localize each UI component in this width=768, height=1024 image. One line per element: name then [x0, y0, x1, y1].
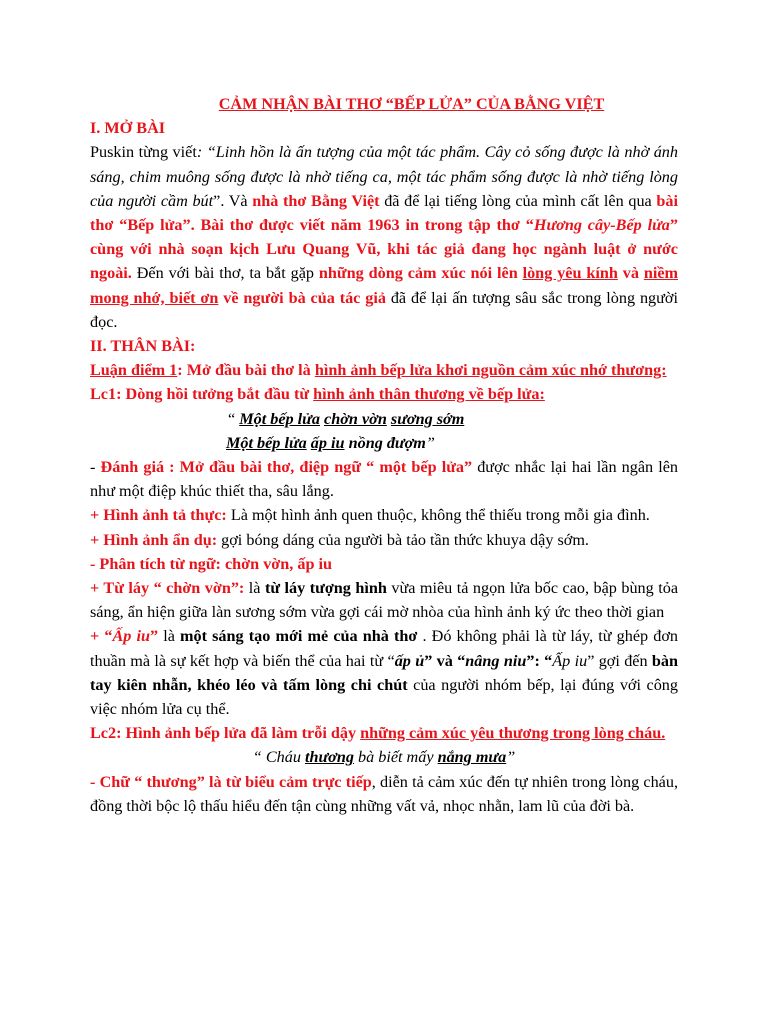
poet-name: nhà thơ Bằng Việt — [252, 191, 380, 210]
paragraph-danh-gia — [90, 455, 678, 503]
tl-text: vừa miêu tả ngọn lửa bốc cao, bập bùng tỏa sáng, ẩn hiện giữa làn sương sớm vừa gợi cái mờ nhòa của hình ảnh ký ức theo thời gian — [90, 579, 679, 622]
intro-text-5: đã để lại ấn tượng sâu sắc trong lòng người đọc. — [90, 288, 678, 331]
poem2-phrase-c: nồng đượm — [344, 433, 426, 452]
paragraph-hinh-anh-ta-thuc — [90, 503, 678, 527]
lc2-underlined: những cảm xúc yêu thương trong lòng cháu. — [360, 724, 666, 743]
love-respect: lòng yêu kính — [522, 264, 618, 283]
luan-cu-1 — [90, 382, 678, 406]
ai-ap-u: ấp ủ — [394, 651, 425, 670]
intro-text-2: ”. Và — [213, 191, 253, 210]
poem3-open: “ Cháu — [252, 748, 305, 767]
ai-word-2: Ấp iu — [552, 651, 588, 670]
poem3-mid: bà biết mấy — [353, 748, 438, 767]
poem2-close-quote: ” — [425, 433, 435, 452]
luan-diem-1 — [90, 358, 678, 382]
dg-label: Đánh giá : Mở đầu bài thơ, điệp ngữ “ một bếp lửa” — [100, 458, 473, 477]
ai-close-2: ”: “ — [526, 651, 553, 670]
collection-name: Hương cây-Bếp lửa — [533, 216, 670, 235]
ai-bold: một sáng tạo mới mẻ của nhà thơ — [180, 627, 418, 646]
dg-dash: - — [90, 458, 101, 477]
ai-text-1: . Đó không phải là từ láy, từ ghép đơn thuần mà là sự kết hợp và biến thể của hai từ “ — [90, 627, 678, 670]
intro-text-4: Đến với bài thơ, ta bắt gặp — [131, 264, 319, 283]
lc1-underlined: hình ảnh thân thương về bếp lửa: — [313, 385, 545, 404]
ai-text-2: ” gợi đến — [587, 651, 652, 670]
poem-info: bài thơ “Bếp lửa”. Bài thơ được viết năm 1963 in trong tập thơ “ — [90, 191, 678, 235]
poem1-phrase-c: sương sớm — [390, 409, 465, 428]
grandmother-text: về người bà của tác giả — [218, 288, 386, 307]
pushkin-quote: : “Linh hồn là ấn tượng của một tác phẩm. Cây cỏ sống được là nhờ ánh sáng, chim muông sống được là nhờ tiếng ca, một tác phẩm sống được là nhờ tiếng lòng của người cầm bút — [90, 143, 678, 210]
poem1-phrase-a: Một bếp lửa — [239, 409, 320, 428]
ct-text: , diễn tả cảm xúc đến tự nhiên trong lòng cháu, đồng thời bộc lộ thấu hiểu đến tận cùng những vất vả, nhọc nhằn, lam lũ của đời bà. — [90, 772, 678, 815]
ai-va: ” và “ — [424, 651, 466, 670]
poem-line-3 — [90, 745, 678, 769]
heading-than-bai: II. THÂN BÀI: — [90, 337, 196, 356]
essay-body — [90, 92, 678, 818]
ai-la: là — [158, 627, 181, 646]
htt-label: + Hình ảnh tả thực: — [90, 506, 227, 525]
dg-text: được nhắc lại hai lần ngân lên như một điệp khúc thiết tha, sâu lắng. — [90, 458, 678, 501]
lc1-text: Lc1: Dòng hồi tưởng bắt đầu từ — [90, 385, 314, 404]
poem-context: ” cùng với nhà soạn kịch Lưu Quang Vũ, khi tác giả đang học ngành luật ở nước ngoài. — [90, 216, 678, 283]
had-label: + Hình ảnh ẩn dụ: — [90, 530, 218, 549]
paragraph-tu-lay — [90, 576, 678, 624]
poem1-open-quote: “ — [228, 409, 240, 428]
ai-text-3: của người nhóm bếp, lại đúng với công việc nhóm lửa cụ thể. — [90, 675, 678, 719]
had-text: gợi bóng dáng của người bà tảo tần thức khuya dậy sớm. — [217, 530, 589, 549]
luan-diem-label: Luận điểm 1 — [90, 361, 178, 380]
poem1-phrase-b: chờn vờn — [324, 409, 387, 428]
heading-mo-bai: I. MỞ BÀI — [90, 119, 166, 138]
paragraph-hinh-anh-an-du — [90, 528, 678, 552]
ai-close: ” — [149, 627, 159, 646]
luan-cu-2 — [90, 721, 678, 745]
ai-word: Ấp iu — [112, 627, 150, 646]
poem2-phrase-b: ấp iu — [310, 433, 345, 452]
tl-mid: là — [244, 579, 265, 598]
htt-text: Là một hình ảnh quen thuộc, không thể thiếu trong mỗi gia đình. — [226, 506, 650, 525]
poem3-close: ” — [506, 748, 516, 767]
luan-diem-text: : Mở đầu bài thơ là — [177, 361, 315, 380]
intro-text-1: Puskin từng viết — [90, 143, 197, 162]
paragraph-mo-bai — [90, 140, 678, 334]
poem3-nang-mua: nắng mưa — [437, 748, 507, 767]
poem-line-2 — [90, 431, 678, 455]
luan-diem-underlined: hình ảnh bếp lửa khơi nguồn cảm xúc nhớ thương: — [314, 361, 667, 380]
poem-line-1 — [90, 407, 678, 431]
emotion-intro: những dòng cảm xúc nói lên — [318, 264, 523, 283]
ai-bold-2: bàn tay kiên nhẫn, khéo léo và tấm lòng chi chút — [90, 651, 679, 694]
tl-label: + Từ láy “ chờn vờn”: — [90, 579, 245, 598]
longing-gratitude: niềm mong nhớ, biết ơn — [90, 264, 678, 307]
and-text: và — [617, 264, 644, 283]
poem2-phrase-a: Một bếp lửa — [226, 433, 307, 452]
intro-text-3: đã để lại tiếng lòng của mình cất lên qua — [379, 191, 657, 210]
ct-label: - Chữ “ thương” là từ biểu cảm trực tiếp — [90, 772, 372, 791]
paragraph-ap-iu — [90, 624, 678, 721]
paragraph-chu-thuong — [90, 770, 678, 818]
phan-tich-heading: - Phân tích từ ngữ: chờn vờn, ấp iu — [90, 554, 332, 573]
ai-plus: + “ — [90, 627, 113, 646]
poem3-thuong: thương — [304, 748, 354, 767]
essay-title: CẢM NHẬN BÀI THƠ “BẾP LỬA” CỦA BẰNG VIỆT — [218, 95, 605, 113]
lc2-text: Lc2: Hình ảnh bếp lửa đã làm trỗi dậy — [90, 724, 361, 743]
tl-bold: từ láy tượng hình — [264, 579, 387, 598]
ai-nang-niu: nâng niu — [465, 651, 527, 670]
